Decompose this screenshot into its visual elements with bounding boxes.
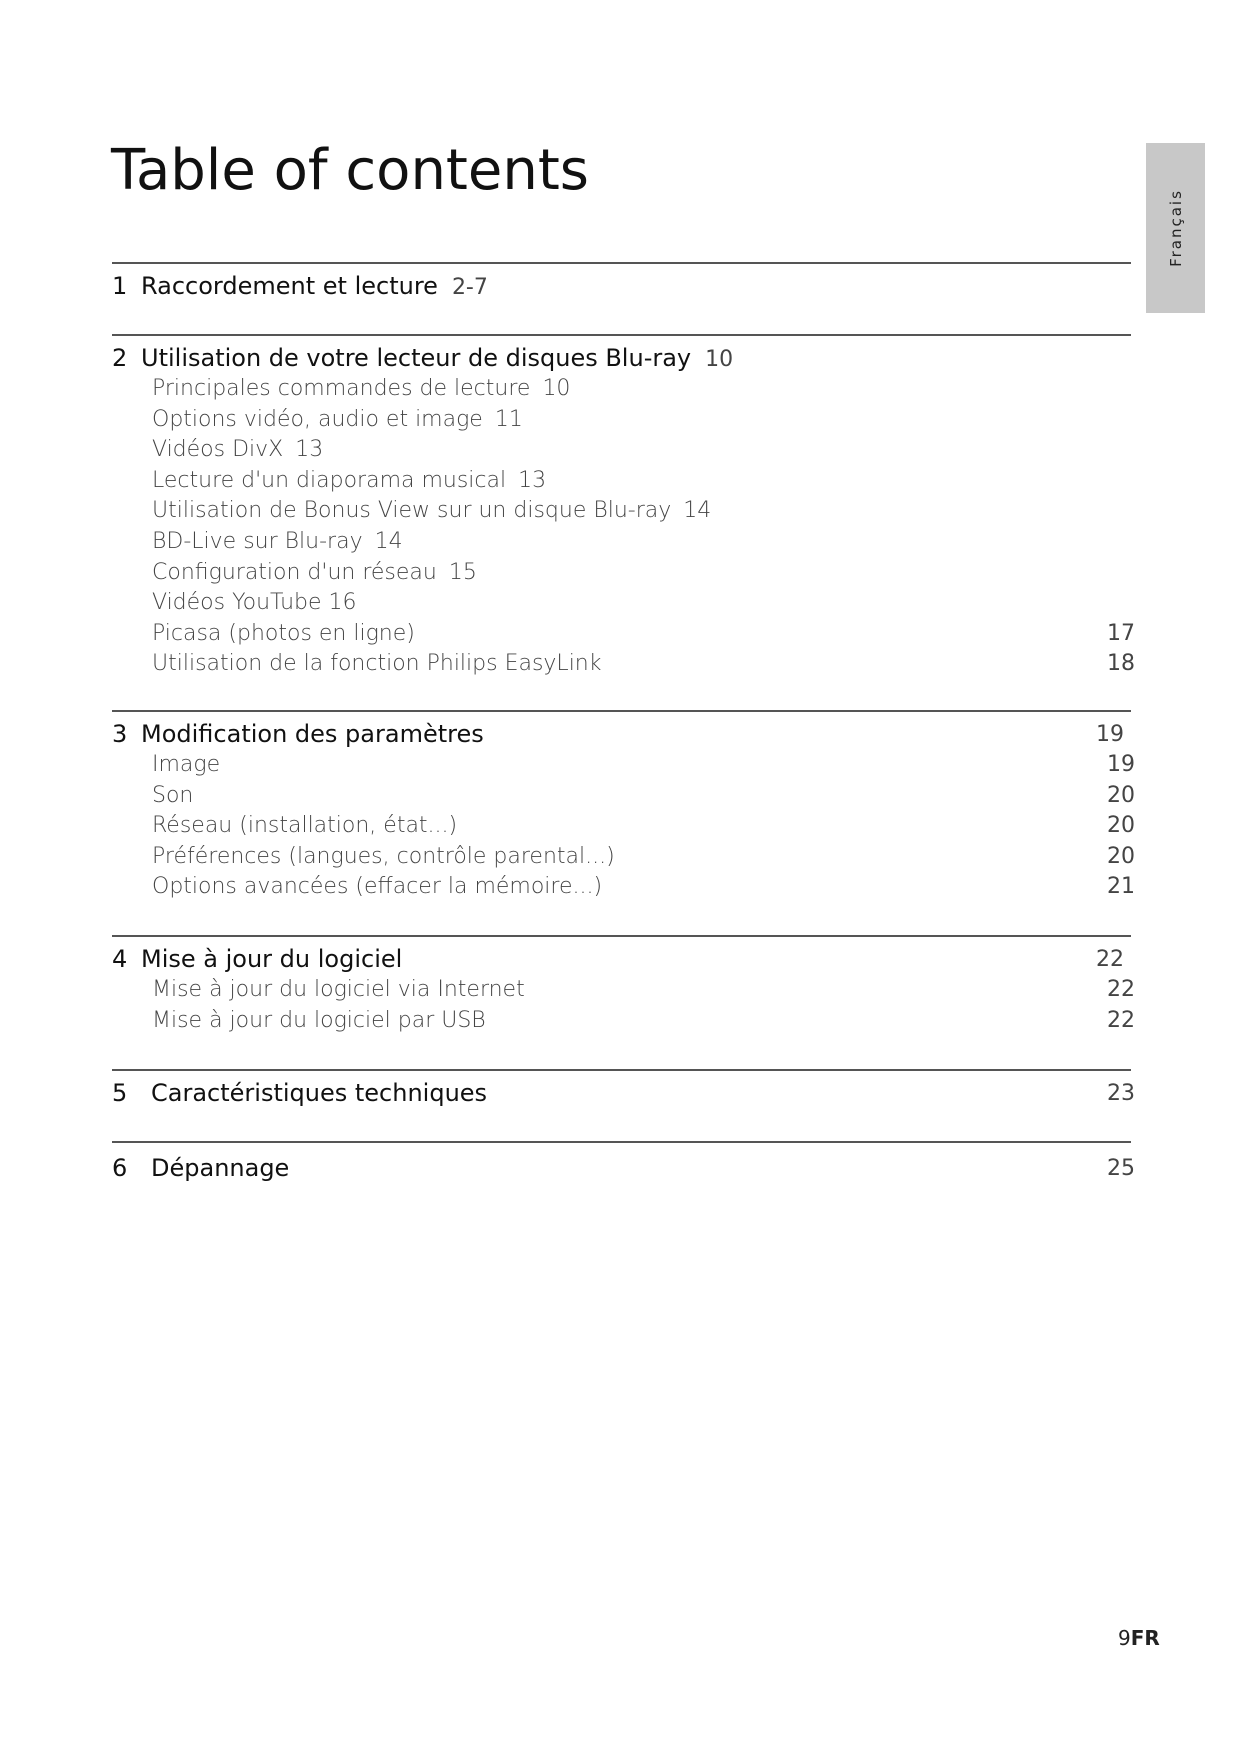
toc-item[interactable]: Son 20 <box>152 782 1135 808</box>
toc-section-heading[interactable] <box>112 272 1132 304</box>
item-page: 19 <box>1107 752 1135 777</box>
item-page: 13 <box>295 437 324 463</box>
item-page: 15 <box>448 559 477 585</box>
toc-item[interactable]: Vidéos DivX 13 <box>152 437 324 463</box>
item-page: 14 <box>374 528 403 554</box>
toc-item[interactable]: Principales commandes de lecture 10 <box>152 376 571 401</box>
toc-section-5 <box>112 1079 1135 1111</box>
toc-section-heading[interactable] <box>112 720 1132 752</box>
item-page: 20 <box>1107 843 1135 869</box>
section-title: Dépannage <box>151 1154 290 1182</box>
item-page: 20 <box>1107 813 1135 839</box>
toc-item[interactable]: Picasa (photos en ligne) 17 <box>152 620 1135 646</box>
page-number: 9 <box>1118 1626 1131 1650</box>
item-page: 22 <box>1107 977 1135 1002</box>
section-divider <box>112 710 1131 712</box>
language-code: FR <box>1130 1626 1160 1650</box>
toc-item[interactable]: Options avancées (effacer la mémoire...) 21 <box>152 874 1135 900</box>
toc-item[interactable]: Mise à jour du logiciel par USB 22 <box>152 1007 1135 1033</box>
toc-item[interactable]: BD-Live sur Blu-ray 14 <box>152 528 403 554</box>
toc-item[interactable]: Préférences (langues, contrôle parental...) 20 <box>152 843 1135 869</box>
toc-section-3 <box>112 720 1135 905</box>
section-title: Caractéristiques techniques <box>151 1079 488 1107</box>
item-page: 10 <box>542 376 571 401</box>
section-title: Utilisation de votre lecteur de disques Blu-ray 10 <box>141 344 734 372</box>
item-page: 17 <box>1107 620 1135 646</box>
toc-section-heading[interactable] <box>112 1154 1135 1186</box>
section-page: 23 <box>1107 1081 1135 1106</box>
toc-section-6 <box>112 1154 1135 1186</box>
section-page: 2-7 <box>451 275 488 300</box>
section-divider <box>112 334 1131 336</box>
section-title: Modification des paramètres <box>141 720 484 748</box>
section-number: 3 <box>112 720 128 748</box>
item-page: 20 <box>1107 782 1135 808</box>
section-page: 22 <box>1096 947 1124 972</box>
item-page: 21 <box>1107 874 1135 900</box>
section-page: 19 <box>1096 722 1124 747</box>
section-number: 2 <box>112 344 128 372</box>
toc-section-1 <box>112 272 1132 304</box>
section-number: 4 <box>112 945 128 973</box>
section-page: 25 <box>1107 1156 1135 1181</box>
page-title: Table of contents <box>111 138 589 203</box>
item-page: 11 <box>494 406 523 432</box>
section-divider <box>112 935 1131 937</box>
section-page: 10 <box>705 347 734 372</box>
toc-item[interactable]: Vidéos YouTube 16 <box>152 590 357 616</box>
toc-section-heading[interactable] <box>112 1079 1135 1111</box>
item-page: 14 <box>683 498 712 524</box>
toc-item[interactable]: Utilisation de la fonction Philips EasyLink 18 <box>152 651 1135 677</box>
section-divider <box>112 1141 1131 1143</box>
toc-item[interactable]: Lecture d'un diaporama musical 13 <box>152 467 547 493</box>
section-title: Raccordement et lecture 2-7 <box>141 272 488 300</box>
toc-item[interactable]: Options vidéo, audio et image 11 <box>152 406 523 432</box>
item-page: 22 <box>1107 1007 1135 1033</box>
toc-section-2 <box>112 344 1135 682</box>
toc-section-heading[interactable] <box>112 945 1132 977</box>
language-tab <box>1146 143 1205 313</box>
section-number: 6 <box>112 1154 128 1182</box>
section-divider <box>112 1069 1131 1071</box>
toc-item[interactable]: Réseau (installation, état...) 20 <box>152 813 1135 839</box>
item-page: 13 <box>518 467 547 493</box>
toc-section-heading[interactable] <box>112 344 1132 376</box>
item-page: 18 <box>1107 651 1135 677</box>
page-footer <box>1118 1626 1160 1650</box>
section-number: 1 <box>112 272 128 300</box>
toc-item[interactable]: Utilisation de Bonus View sur un disque Blu-ray 14 <box>152 498 712 524</box>
section-title: Mise à jour du logiciel <box>141 945 403 973</box>
toc-item[interactable]: Image 19 <box>152 752 1135 777</box>
section-divider <box>112 262 1131 264</box>
section-number: 5 <box>112 1079 128 1107</box>
toc-item[interactable]: Configuration d'un réseau 15 <box>152 559 477 585</box>
toc-item[interactable]: Mise à jour du logiciel via Internet 22 <box>152 977 1135 1002</box>
language-tab-label: Français <box>1166 189 1185 267</box>
toc-section-4 <box>112 945 1135 1038</box>
